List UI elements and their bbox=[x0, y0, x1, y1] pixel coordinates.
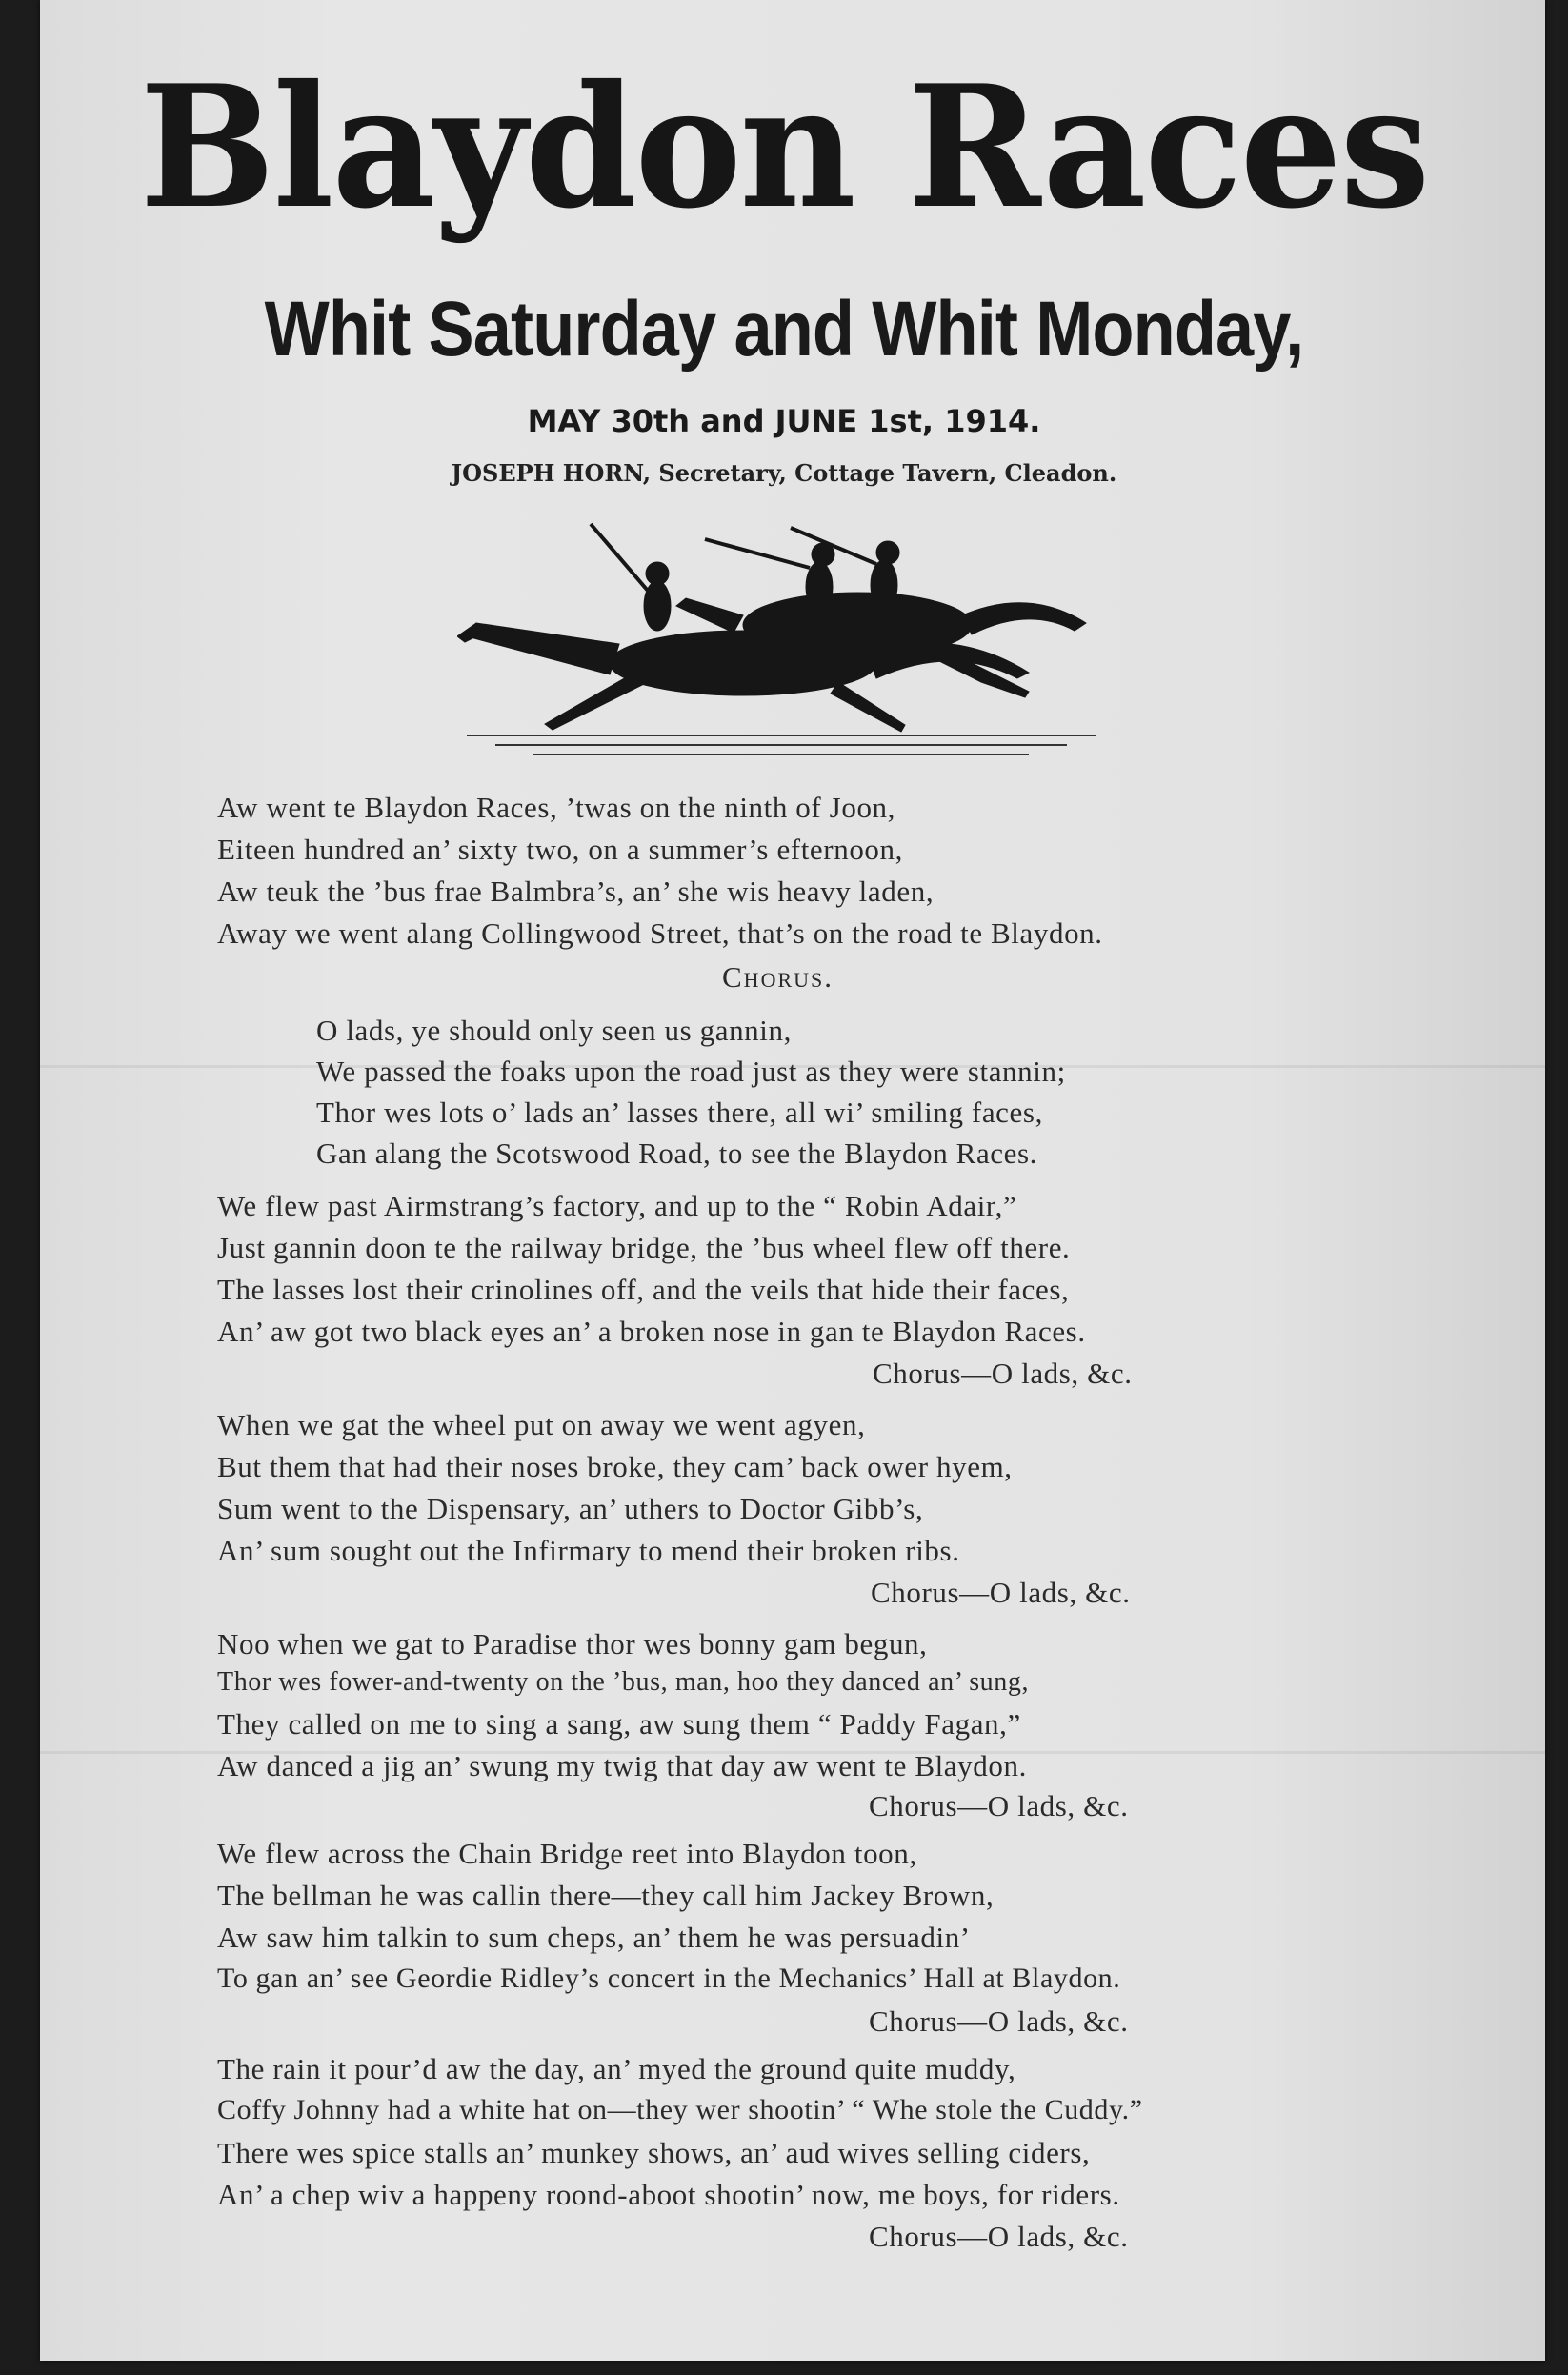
chorus-reference: Chorus—O lads, &c. bbox=[869, 2220, 1129, 2253]
chorus-line: Thor wes lots o’ lads an’ lasses there, all wi’ smiling faces, bbox=[316, 1096, 1043, 1129]
verse-line: When we gat the wheel put on away we went agyen, bbox=[217, 1408, 866, 1441]
verse-line: An’ a chep wiv a happeny roond-aboot shootin’ now, me boys, for riders. bbox=[217, 2178, 1120, 2211]
verse-line: To gan an’ see Geordie Ridley’s concert in the Mechanics’ Hall at Blaydon. bbox=[217, 1962, 1121, 1994]
verse-line: An’ aw got two black eyes an’ a broken nose in gan te Blaydon Races. bbox=[217, 1315, 1086, 1348]
verse-line: Aw danced a jig an’ swung my twig that day aw went te Blaydon. bbox=[217, 1749, 1027, 1782]
chorus-reference: Chorus—O lads, &c. bbox=[873, 1357, 1133, 1390]
verse-line: But them that had their noses broke, they cam’ back ower hyem, bbox=[217, 1450, 1013, 1483]
secretary-line bbox=[0, 459, 1568, 487]
verse-line: Just gannin doon te the railway bridge, the ’bus wheel flew off there. bbox=[217, 1231, 1071, 1264]
chorus-line: Gan alang the Scotswood Road, to see the Blaydon Races. bbox=[316, 1137, 1038, 1170]
verse-line: Eiteen hundred an’ sixty two, on a summer’s efternoon, bbox=[217, 833, 903, 866]
poster-dates: MAY 30th and JUNE 1st, 1914. bbox=[527, 403, 1041, 439]
verse-line: There wes spice stalls an’ munkey shows, an’ aud wives selling ciders, bbox=[217, 2136, 1091, 2169]
verse-line: The bellman he was callin there—they call him Jackey Brown, bbox=[217, 1879, 995, 1912]
verse-line: Aw teuk the ’bus frae Balmbra’s, an’ she wis heavy laden, bbox=[217, 875, 935, 908]
chorus-reference: Chorus—O lads, &c. bbox=[871, 1576, 1131, 1609]
chorus-line: O lads, ye should only seen us gannin, bbox=[316, 1014, 792, 1047]
verse-line: We flew past Airmstrang’s factory, and up to the “ Robin Adair,” bbox=[217, 1189, 1017, 1222]
secretary-name: JOSEPH HORN bbox=[451, 459, 643, 487]
verse-line: We flew across the Chain Bridge reet into Blaydon toon, bbox=[217, 1837, 917, 1870]
verse-line: They called on me to sing a sang, aw sung them “ Paddy Fagan,” bbox=[217, 1707, 1021, 1741]
secretary-details: , Secretary, Cottage Tavern, Cleadon. bbox=[642, 459, 1117, 487]
chorus-reference: Chorus—O lads, &c. bbox=[869, 1789, 1129, 1822]
racing-horses-illustration bbox=[457, 511, 1105, 758]
verse-line: An’ sum sought out the Infirmary to mend their broken ribs. bbox=[217, 1534, 960, 1567]
verse-line: The lasses lost their crinolines off, and the veils that hide their faces, bbox=[217, 1273, 1070, 1306]
verse-line: The rain it pour’d aw the day, an’ myed the ground quite muddy, bbox=[217, 2052, 1016, 2085]
chorus-reference: Chorus—O lads, &c. bbox=[869, 2004, 1129, 2038]
verse-line: Sum went to the Dispensary, an’ uthers to Doctor Gibb’s, bbox=[217, 1492, 924, 1525]
verse-line: Noo when we gat to Paradise thor wes bonny gam begun, bbox=[217, 1627, 928, 1660]
verse-line: Coffy Johnny had a white hat on—they wer shootin’ “ Whe stole the Cuddy.” bbox=[217, 2094, 1143, 2125]
verse-line: Aw went te Blaydon Races, ’twas on the ninth of Joon, bbox=[217, 791, 895, 824]
poster-subtitle: Whit Saturday and Whit Monday, bbox=[264, 286, 1304, 372]
poster-title: Blaydon Races bbox=[139, 48, 1429, 246]
verse-line: Away we went alang Collingwood Street, that’s on the road te Blaydon. bbox=[217, 916, 1103, 950]
verse-line: Thor wes fower-and-twenty on the ’bus, man, hoo they danced an’ sung, bbox=[217, 1667, 1030, 1697]
chorus-heading: Chorus. bbox=[722, 960, 834, 994]
chorus-line: We passed the foaks upon the road just as they were stannin; bbox=[316, 1055, 1066, 1088]
verse-line: Aw saw him talkin to sum cheps, an’ them he was persuadin’ bbox=[217, 1921, 971, 1954]
